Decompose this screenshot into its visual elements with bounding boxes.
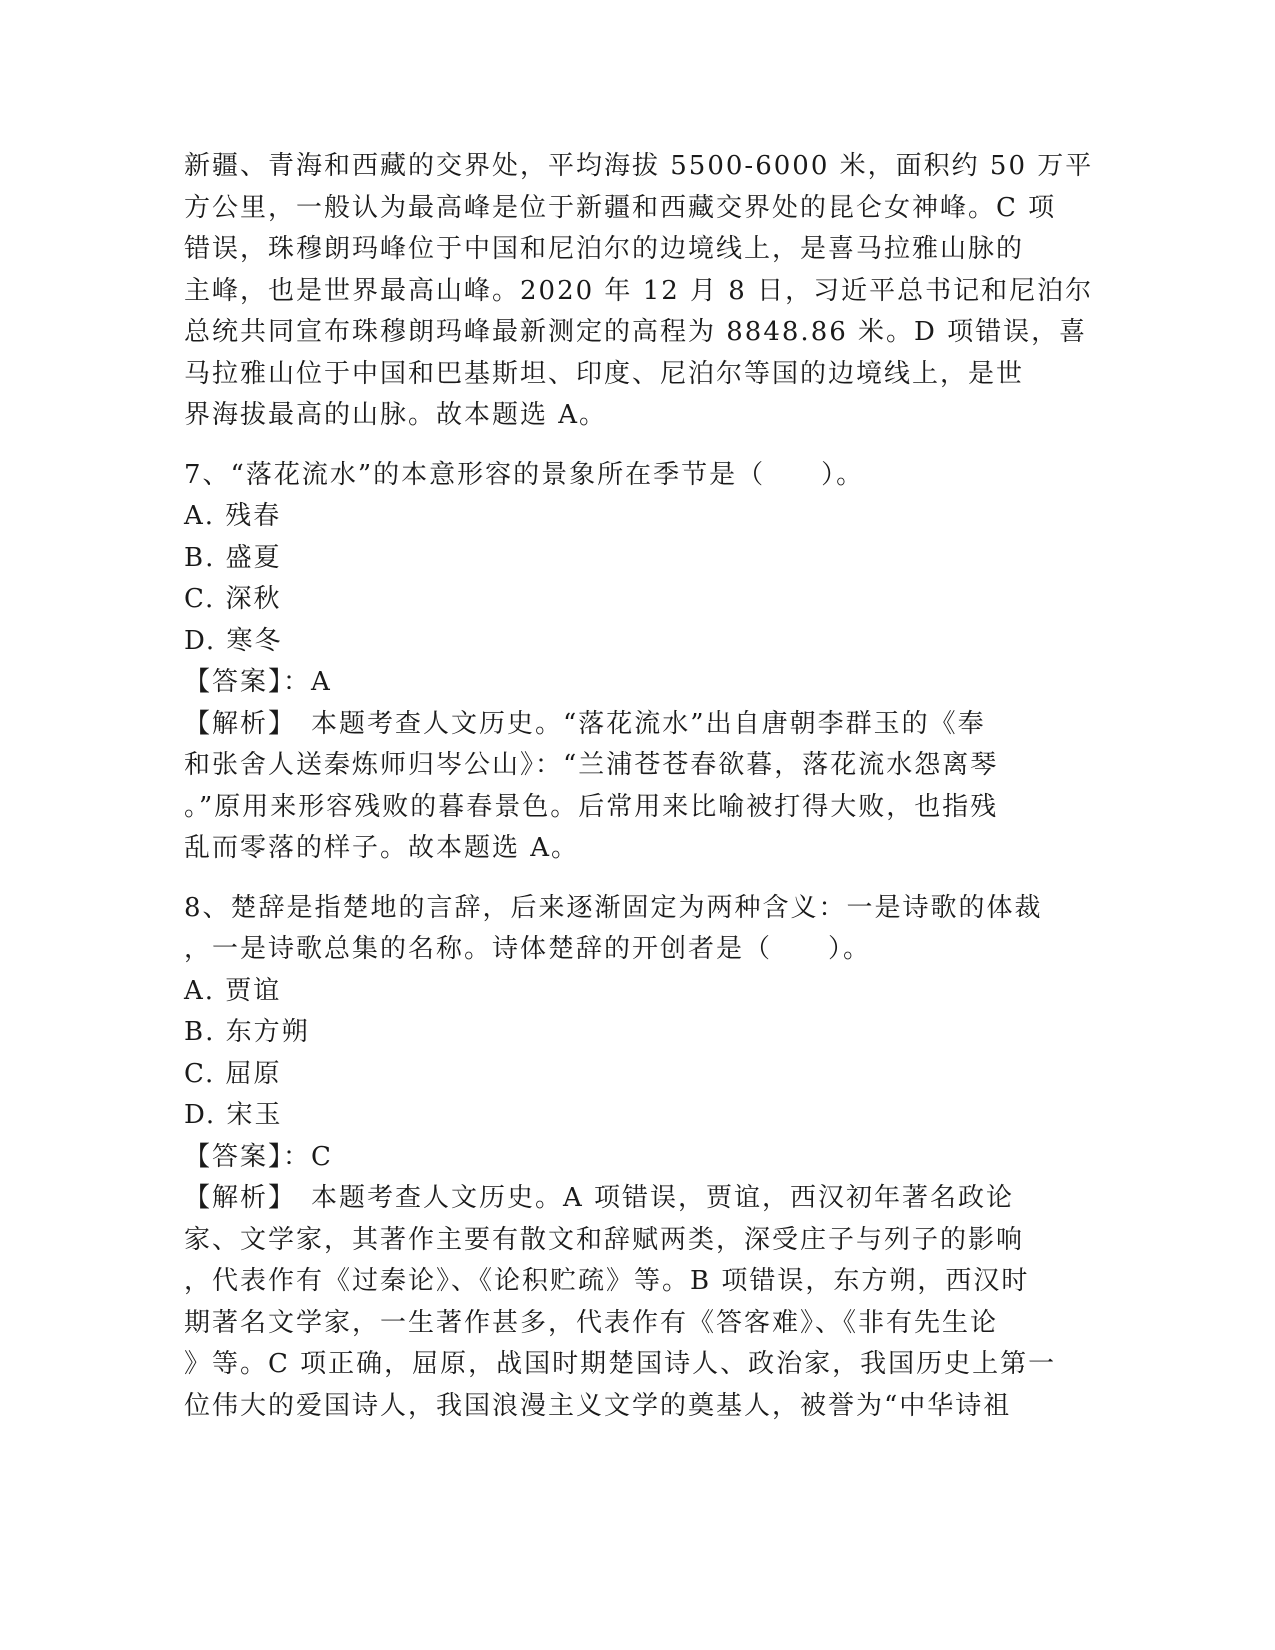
- analysis-line: 【解析】 本题考查人文历史。“落花流水”出自唐朝李群玉的《奉: [184, 708, 986, 739]
- option-d: D. 宋玉: [184, 1100, 283, 1130]
- text-line: 总统共同宣布珠穆朗玛峰最新测定的高程为 8848.86 米。D 项错误，喜: [184, 317, 1088, 347]
- document-page: [184, 146, 1094, 1427]
- text-line: 方公里，一般认为最高峰是位于新疆和西藏交界处的昆仑女神峰。C 项: [184, 192, 1057, 223]
- option-b: B. 东方朔: [184, 1017, 310, 1047]
- analysis-line: ，代表作有《过秦论》、《论积贮疏》等。B 项错误，东方朔，西汉时: [184, 1266, 1030, 1296]
- option-a: A. 贾谊: [184, 975, 282, 1006]
- analysis-line: 期著名文学家，一生著作甚多，代表作有《答客难》、《非有先生论: [184, 1307, 999, 1338]
- text-line: 错误，珠穆朗玛峰位于中国和尼泊尔的边境线上，是喜马拉雅山脉的: [184, 234, 1025, 264]
- question-8: [184, 888, 1057, 1428]
- analysis-line: 和张舍人送秦炼师归岑公山》：“兰浦苍苍春欲暮，落花流水怨离琴: [184, 750, 999, 780]
- option-d: D. 寒冬: [184, 625, 283, 656]
- option-c: C. 深秋: [184, 584, 282, 614]
- analysis-line: 乱而零落的样子。故本题选 A。: [184, 833, 580, 863]
- text-line: 马拉雅山位于中国和巴基斯坦、印度、尼泊尔等国的边境线上，是世: [184, 358, 1025, 389]
- text-line: 主峰，也是世界最高山峰。2020 年 12 月 8 日，习近平总书记和尼泊尔: [184, 275, 1094, 306]
- question-stem: 8、楚辞是指楚地的言辞，后来逐渐固定为两种含义：一是诗歌的体裁: [184, 892, 1043, 923]
- text-line: 新疆、青海和西藏的交界处，平均海拔 5500-6000 米，面积约 50 万平: [184, 151, 1094, 181]
- question-stem: 7、“落花流水”的本意形容的景象所在季节是（ ）。: [184, 459, 865, 490]
- option-c: C. 屈原: [184, 1058, 282, 1089]
- analysis-line: 家、文学家，其著作主要有散文和辞赋两类，深受庄子与列子的影响: [184, 1224, 1025, 1255]
- analysis-line: 。”原用来形容残败的暮春景色。后常用来比喻被打得大败，也指残: [184, 791, 999, 822]
- question-stem: ，一是诗歌总集的名称。诗体楚辞的开创者是（ ）。: [184, 934, 872, 964]
- analysis-line: 【解析】 本题考查人文历史。A 项错误，贾谊，西汉初年著名政论: [184, 1183, 1015, 1213]
- answer: 【答案】：A: [184, 667, 332, 697]
- analysis-line: 》等。C 项正确，屈原，战国时期楚国诗人、政治家，我国历史上第一: [184, 1349, 1057, 1379]
- option-a: A. 残春: [184, 501, 282, 531]
- answer: 【答案】：C: [184, 1141, 333, 1172]
- analysis-line: 位伟大的爱国诗人，我国浪漫主义文学的奠基人，被誉为“中华诗祖: [184, 1390, 1012, 1421]
- option-b: B. 盛夏: [184, 542, 282, 573]
- previous-analysis-continuation: [184, 146, 1094, 437]
- question-7: [184, 455, 1044, 870]
- text-line: 界海拔最高的山脉。故本题选 A。: [184, 400, 608, 430]
